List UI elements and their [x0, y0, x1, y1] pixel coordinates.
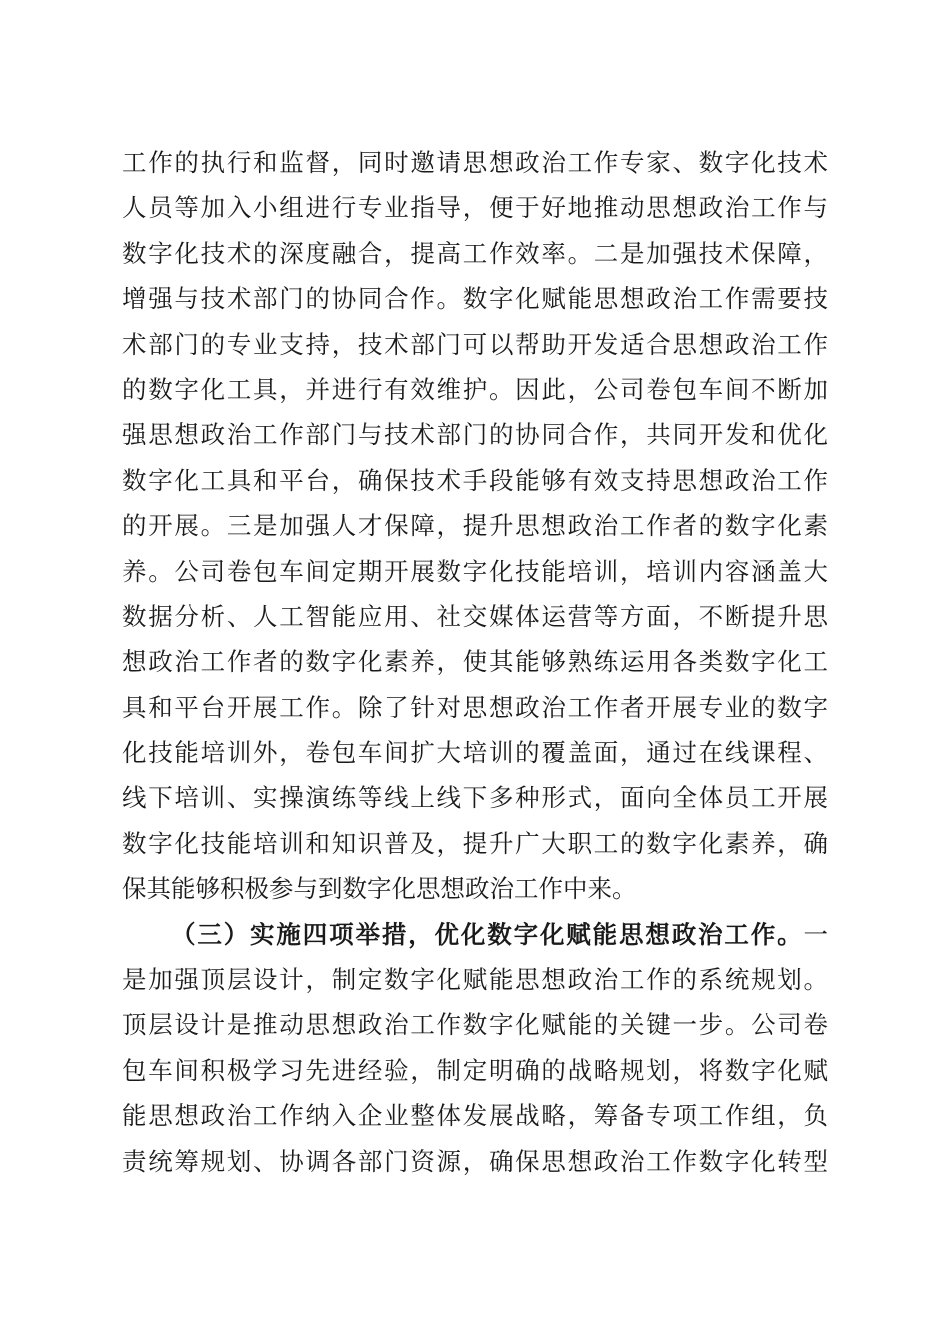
text-line: 化技能培训外，卷包车间扩大培训的覆盖面，通过在线课程、 [122, 738, 828, 768]
text-line: 人员等加入小组进行专业指导，便于好地推动思想政治工作与 [122, 193, 828, 223]
text-line: 强思想政治工作部门与技术部门的协同合作，共同开发和优化 [122, 420, 828, 450]
text-line: 工作的执行和监督，同时邀请思想政治工作专家、数字化技术 [122, 148, 828, 177]
text-line: 数据分析、人工智能应用、社交媒体运营等方面，不断提升思 [122, 601, 828, 631]
text-line: 养。公司卷包车间定期开展数字化技能培训，培训内容涵盖大 [122, 556, 828, 586]
text-line: 增强与技术部门的协同合作。数字化赋能思想政治工作需要技 [122, 284, 828, 314]
section-heading-line [122, 912, 828, 957]
text-line: 是加强顶层设计，制定数字化赋能思想政治工作的系统规划。 [122, 965, 828, 995]
paragraph-end-line: 保其能够积极参与到数字化思想政治工作中来。 [122, 874, 637, 904]
text-line: 的数字化工具，并进行有效维护。因此，公司卷包车间不断加 [122, 374, 828, 404]
text-line: 数字化工具和平台，确保技术手段能够有效支持思想政治工作 [122, 465, 828, 495]
section-heading: （三）实施四项举措，优化数字化赋能思想政治工作。 [171, 919, 804, 949]
text-line: 术部门的专业支持，技术部门可以帮助开发适合思想政治工作 [122, 329, 828, 359]
body-text [122, 140, 828, 1184]
text-line: 能思想政治工作纳入企业整体发展战略，筹备专项工作组，负 [122, 1101, 828, 1131]
text-line: 包车间积极学习先进经验，制定明确的战略规划，将数字化赋 [122, 1055, 828, 1085]
section-heading-rest: 一 [803, 919, 828, 949]
text-line: 数字化技术的深度融合，提高工作效率。二是加强技术保障， [122, 238, 828, 268]
text-line: 顶层设计是推动思想政治工作数字化赋能的关键一步。公司卷 [122, 1010, 828, 1040]
text-line: 数字化技能培训和知识普及，提升广大职工的数字化素养，确 [122, 828, 828, 858]
text-line: 想政治工作者的数字化素养，使其能够熟练运用各类数字化工 [122, 647, 828, 677]
text-line: 责统筹规划、协调各部门资源，确保思想政治工作数字化转型 [122, 1146, 828, 1176]
text-line: 线下培训、实操演练等线上线下多种形式，面向全体员工开展 [122, 783, 828, 813]
text-line: 具和平台开展工作。除了针对思想政治工作者开展专业的数字 [122, 692, 828, 722]
text-line: 的开展。三是加强人才保障，提升思想政治工作者的数字化素 [122, 511, 828, 541]
